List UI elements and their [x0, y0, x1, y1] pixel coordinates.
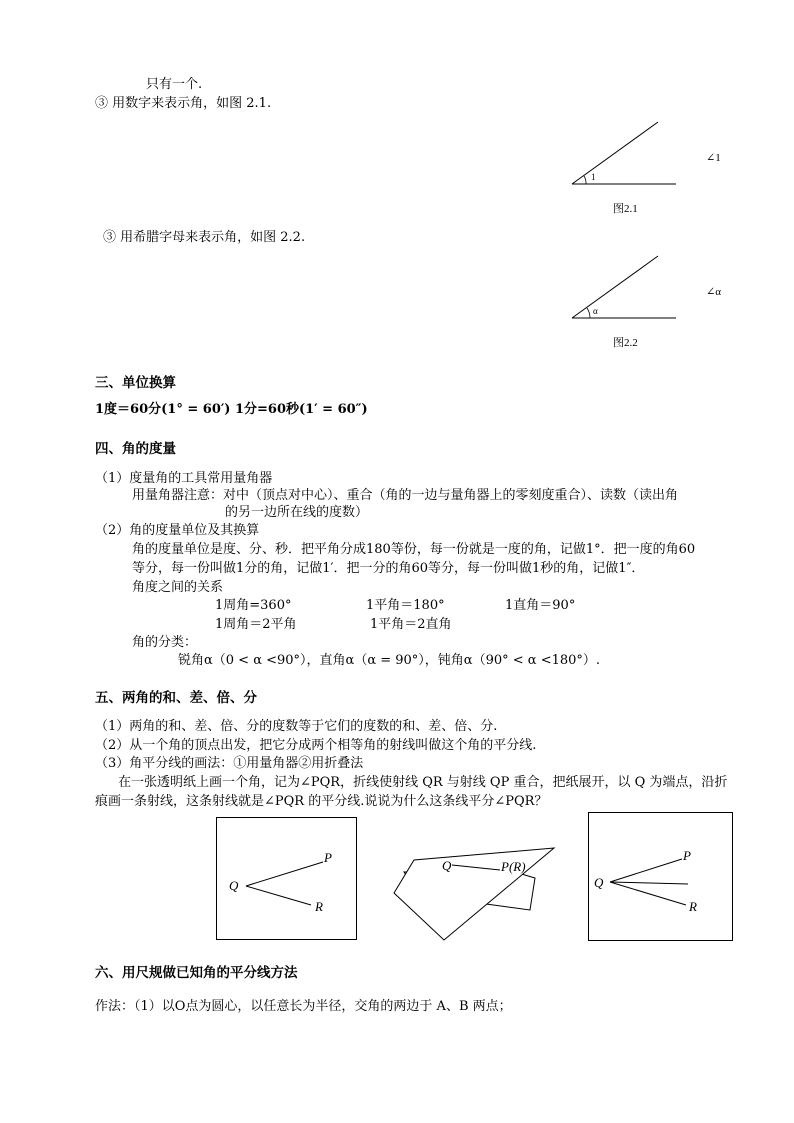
s4-p1a: 用量角器注意：对中（顶点对中心）、重合（角的一边与量角器上的零刻度重合）、读数（读出角 [132, 488, 679, 503]
s4-p2d: 角的分类： [132, 635, 198, 650]
fig22-mark: α [593, 306, 598, 316]
fig22-caption: 图2.2 [613, 337, 638, 349]
fig21-mark: 1 [591, 172, 596, 182]
s5-p3: （3）角平分线的画法：①用量角器②用折叠法 [95, 756, 364, 771]
angle-label-alpha: ∠α [706, 286, 721, 298]
label-p-bis: P [683, 848, 691, 863]
label-pr-fold: P(R) [501, 859, 526, 874]
s4-p2e: 锐角α（0 < α <90°），直角α（α = 90°），钝角α（90° < α <180°）. [178, 653, 601, 668]
figure-folded-paper [390, 820, 560, 945]
rel-2a: 1周角＝2平角 [215, 617, 297, 632]
label-q-fold: Q [442, 858, 452, 873]
rel-1c: 1直角＝90° [505, 598, 576, 613]
heading-sum-diff: 五、两角的和、差、倍、分 [95, 690, 257, 706]
rel-1b: 1平角＝180° [366, 598, 445, 613]
item-number-notation: ③ 用数字来表示角，如图 2.1. [95, 96, 272, 111]
s4-p2a: 角的度量单位是度、分、秒．把平角分成180等份，每一份就是一度的角，记做1°．把一度的角60 [132, 542, 696, 557]
unit-conversion-line: 1度＝60分(1° = 60′) 1分=60秒(1′ = 60″) [95, 402, 368, 417]
heading-angle-measure: 四、角的度量 [95, 441, 176, 457]
s5-p5: 痕画一条射线，这条射线就是∠PQR 的平分线.说说为什么这条线平分∠PQR？ [95, 794, 548, 809]
figure-angle-pqr [216, 817, 358, 941]
heading-bisector-construction: 六、用尺规做已知角的平分线方法 [95, 965, 298, 981]
angle-label-1: ∠1 [706, 152, 721, 164]
label-r-bis: R [689, 899, 697, 914]
s6-p1: 作法：（1）以O点为圆心，以任意长为半径，交角的两边于 A、B 两点； [95, 999, 512, 1014]
s4-p2b: 等分，每一份叫做1分的角，记做1′．把一分的角60等分，每一份叫做1秒的角，记做1″． [132, 561, 645, 576]
s5-p2: （2）从一个角的顶点出发，把它分成两个相等角的射线叫做这个角的平分线. [95, 738, 537, 753]
heading-unit-conversion: 三、单位换算 [95, 375, 176, 391]
label-q: Q [229, 878, 239, 893]
rel-1a: 1周角=360° [215, 598, 292, 613]
label-r: R [315, 899, 323, 914]
figure-2-2 [560, 250, 740, 360]
label-p: P [324, 850, 332, 865]
s4-p2c: 角度之间的关系 [132, 580, 224, 595]
s4-p1b: 的另一边所在线的度数） [225, 505, 369, 520]
rel-2b: 1平角＝2直角 [370, 617, 452, 632]
text-only-one: 只有一个. [146, 77, 203, 92]
figure-bisector [588, 812, 734, 942]
s4-p1: （1）度量角的工具常用量角器 [95, 471, 273, 486]
fig21-caption: 图2.1 [613, 203, 638, 215]
label-q-bis: Q [594, 875, 604, 890]
item-greek-notation: ③ 用希腊字母来表示角，如图 2.2. [103, 230, 306, 245]
s5-p4: 在一张透明纸上画一个角，记为∠PQR，折线使射线 QR 与射线 QP 重合，把纸展开，以 Q 为端点，沿折 [118, 775, 728, 790]
s5-p1: （1）两角的和、差、倍、分的度数等于它们的度数的和、差、倍、分. [95, 719, 498, 734]
figure-2-1 [560, 115, 740, 225]
s4-p2: （2）角的度量单位及其换算 [95, 523, 260, 538]
